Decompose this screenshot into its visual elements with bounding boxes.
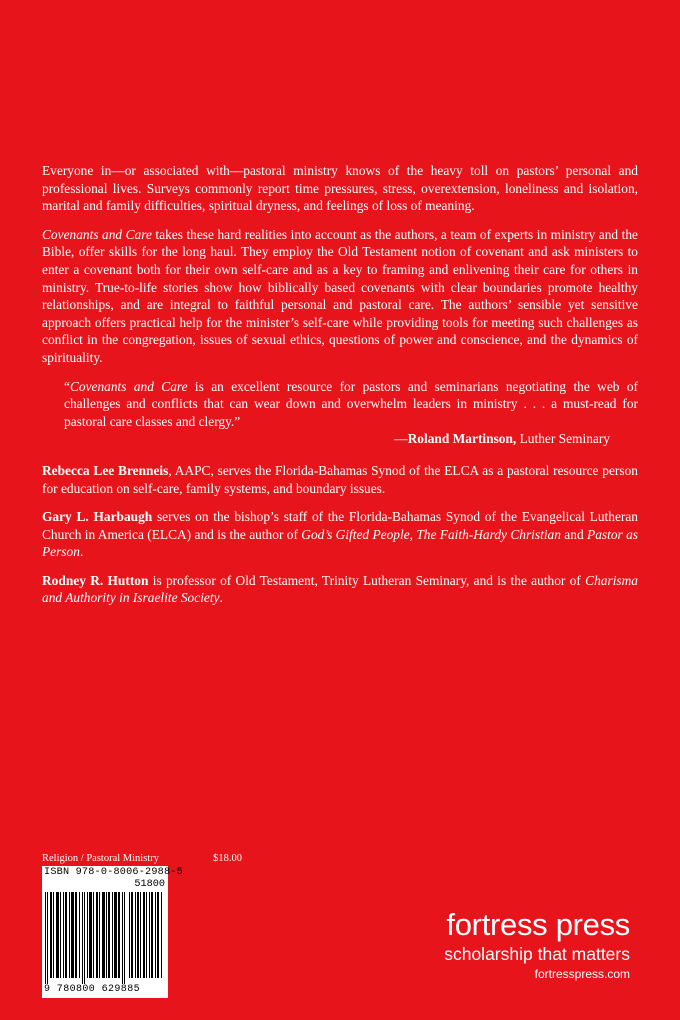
publisher-block [444, 908, 630, 982]
barcode-box [42, 866, 183, 998]
price-label: $18.00 [213, 853, 242, 864]
isbn-text: ISBN 978-0-8006-2988-5 [44, 867, 183, 878]
author-bio-3 [42, 572, 638, 607]
ean-number: 9 780800 629885 [44, 984, 141, 995]
author-bio-2-text: serves on the bishop’s staff of the Florida-Bahamas Synod of the Evangelical Lutheran Church in America (ELCA) and is the author of [42, 509, 638, 542]
author-2-end: . [79, 544, 84, 560]
author-bio-1-text: , AAPC, serves the Florida-Bahamas Synod of the ELCA as a pastoral resource person for education on self-care, family systems, and boundary issues. [42, 462, 638, 496]
book-title: Covenants and Care [42, 226, 152, 242]
author-bio-1 [42, 462, 638, 497]
quote-text: is an excellent resource for pastors and seminarians negotiating the web of challenges and conflicts that can wear down and overwhelm leaders in ministry . . . a must-read for pastoral care classes and clergy.” [64, 378, 638, 429]
addon-number: 51800 [134, 879, 165, 890]
barcode-addon-bars [128, 892, 164, 978]
author-bio-3-text: is professor of Old Testament, Trinity Lutheran Seminary, and is the author of [148, 572, 586, 588]
intro-paragraph-2-text: takes these hard realities into account as the authors, a team of experts in ministry and the Bible, offer skills for the long haul. They employ the Old Testament notion of covenant and ask ministers to enter a covenant both for their own self-care and as a key to framing and enlivening their care for others in ministry. True-to-life stories show how biblically based covenants with clear boundaries promote healthy relationships, and are integral to faithful personal and pastoral care. The authors’ sensible yet sensitive approach offers practical help for the minister’s self-care while providing tools for meeting such challenges as conflict in the congregation, issues of sexual ethics, questions of power and conscience, and the dynamics of spirituality. [42, 226, 638, 365]
author-name-1: Rebecca Lee Brenneis [42, 462, 169, 478]
author-name-3: Rodney R. Hutton [42, 572, 149, 588]
author-3-book: Charisma and Authority in Israelite Society [42, 572, 638, 606]
quote-open-mark: “ [64, 378, 70, 394]
quote-book-title: Covenants and Care [69, 378, 188, 394]
author-2-book-3: Pastor as Person [42, 526, 638, 560]
endorser-name: Roland Martinson, [407, 431, 517, 447]
author-2-books: God’s Gifted People, The Faith-Hardy Christian [301, 526, 561, 542]
category-price-row [42, 853, 242, 864]
author-bio-2 [42, 508, 638, 561]
quote-dash: — [394, 431, 408, 447]
endorser-affiliation: Luther Seminary [516, 431, 610, 447]
intro-paragraph-1: Everyone in—or associated with—pastoral ministry knows of the heavy toll on pastors’ personal and professional lives. Surveys commonly report time pressures, stress, overextension, loneliness and isolation, marital and family difficulties, spiritual dryness, and feelings of loss of meaning. [42, 163, 638, 214]
barcode-main-bars [44, 892, 126, 984]
back-cover-text [42, 162, 638, 618]
intro-paragraph-2 [42, 226, 638, 367]
quote-attribution [64, 430, 638, 448]
publisher-name: fortress press [446, 907, 630, 942]
publisher-url: fortresspress.com [534, 967, 630, 981]
endorsement-quote [64, 378, 638, 448]
author-name-2: Gary L. Harbaugh [42, 509, 153, 525]
author-3-end: . [219, 590, 223, 606]
author-2-and: and [560, 526, 588, 542]
category-label: Religion / Pastoral Ministry [42, 853, 159, 864]
publisher-tagline: scholarship that matters [444, 944, 630, 964]
